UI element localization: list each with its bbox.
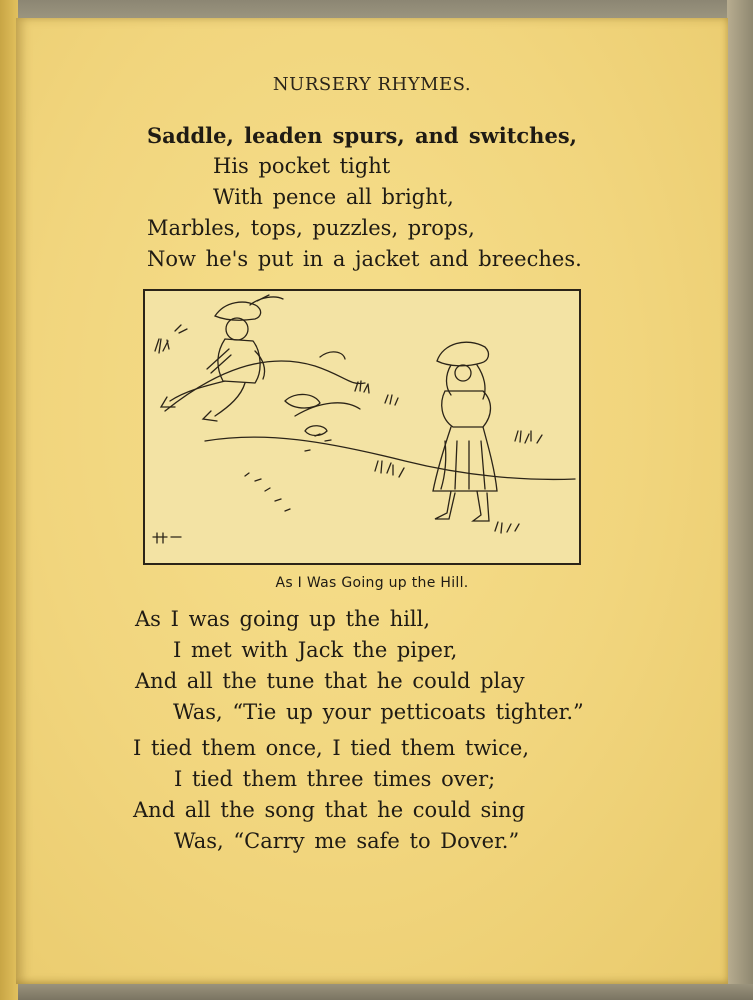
verse-line: And all the tune that he could play: [135, 669, 525, 693]
verse-line: With pence all bright,: [213, 185, 454, 209]
running-head: NURSERY RHYMES.: [272, 74, 472, 95]
verse-one: [147, 120, 582, 275]
verse-two: [135, 604, 584, 728]
verse-line: I tied them three times over;: [174, 767, 496, 791]
verse-line: Now he's put in a jacket and breeches.: [147, 247, 582, 271]
verse-line: Marbles, tops, puzzles, props,: [147, 216, 475, 240]
book-cover-right-edge: [727, 0, 753, 1000]
illustration-caption: As I Was Going up the Hill.: [275, 575, 469, 591]
verse-line: I tied them once, I tied them twice,: [133, 736, 530, 760]
verse-line: His pocket tight: [213, 154, 391, 178]
illustration-piper-and-girl: [143, 289, 581, 565]
verse-three: [133, 733, 529, 857]
verse-line: Was, “Tie up your petticoats tighter.”: [173, 700, 584, 724]
book-page: [16, 18, 728, 984]
verse-line: And all the song that he could sing: [133, 798, 526, 822]
verse-line: As I was going up the hill,: [135, 607, 431, 631]
verse-line: Saddle, leaden spurs, and switches,: [147, 123, 577, 148]
book-cover-bottom-edge: [0, 984, 753, 1000]
verse-line: Was, “Carry me safe to Dover.”: [174, 829, 520, 853]
illustration-drawing: [145, 291, 579, 563]
verse-line: I met with Jack the piper,: [173, 638, 458, 662]
